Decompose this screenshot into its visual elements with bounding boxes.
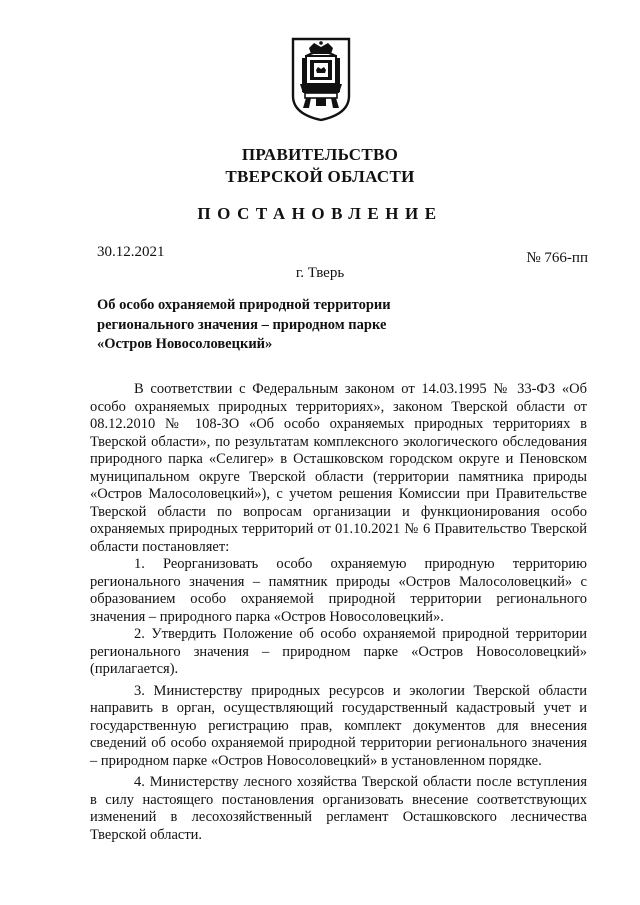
subject-line2: регионального значения – природном парке [97,316,387,333]
preamble-paragraph: В соответствии с Федеральным законом от 14.03.1995 № 33-ФЗ «Об особо охраняемых природных территориях», законом Тверской области от 08.12.2010 № 108-ЗО «Об особо охраняемых природных территориях в Тверской области», по результатам комплексного экологического обследования природного парка «Селигер» в Осташковском городском округе и Пеновском муниципальном округе Тверской области (территории памятника природы «Остров Малосоловецкий»), с учетом решения Комиссии при Правительстве Тверской области по вопросам организации и функционирования особо охраняемых природных территорий от 01.10.2021 № 6 Правительство Тверской области постановляет: [90,381,587,555]
subject-line1: Об особо охраняемой природной территории [97,297,391,313]
document-city: г. Тверь [295,265,345,281]
item-2-paragraph: 2. Утвердить Положение об особо охраняемой природной территории регионального значения – природном парке «Остров Новосоловецкий» (прилагается). [90,626,587,677]
item-1-paragraph: 1. Реорганизовать особо охраняемую природную территорию регионального значения – памятник природы «Остров Малосоловецкий» с образованием особо охраняемой природной территории регионального значения – природного парка «Остров Новосоловецкий». [90,556,587,625]
document-body [90,381,587,844]
government-title-line2: ТВЕРСКОЙ ОБЛАСТИ [225,167,415,186]
document-subject [97,296,457,355]
document-type: ПОСТАНОВЛЕНИЕ [197,204,443,223]
item-4-paragraph: 4. Министерству лесного хозяйства Тверской области после вступления в силу настоящего постановления организовать внесение соответствующих изменений в лесохозяйственный регламент Осташковского лесничества Тверской области. [90,774,587,843]
tver-coat-of-arms-icon [290,36,352,122]
item-3-paragraph: 3. Министерству природных ресурсов и экологии Тверской области направить в орган, осуществляющий государственный кадастровый учет и государственную регистрацию прав, комплект документов для внесения сведений об особо охраняемой природной территории регионального значения – природном парке «Остров Новосоловецкий» в установленном порядке. [90,682,587,769]
document-number: № 766-пп [526,250,588,266]
government-title-line1: ПРАВИТЕЛЬСТВО [241,145,399,164]
document-date: 30.12.2021 [97,244,165,260]
subject-line3: «Остров Новосоловецкий» [97,336,273,352]
